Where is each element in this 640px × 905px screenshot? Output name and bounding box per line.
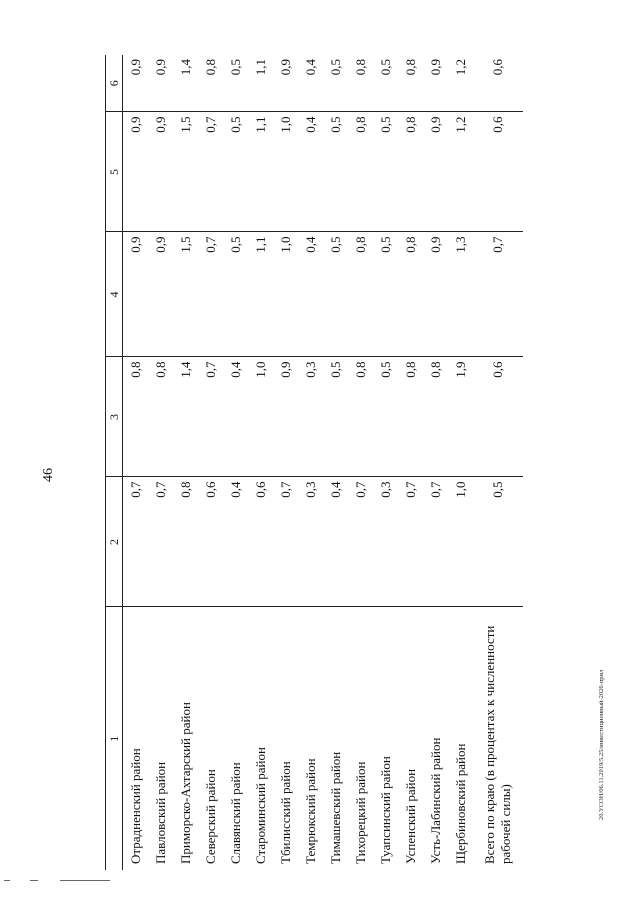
table-row — [123, 55, 149, 870]
value-cell: 0,6 — [248, 477, 273, 607]
value-cell: 0,9 — [123, 232, 149, 357]
table-row — [323, 55, 348, 870]
table-row — [223, 55, 248, 870]
value-cell: 0,9 — [423, 112, 448, 232]
value-cell: 1,2 — [448, 55, 473, 112]
value-cell: 1,1 — [248, 55, 273, 112]
value-cell: 0,3 — [373, 477, 398, 607]
value-cell: 0,4 — [223, 357, 248, 477]
district-name-cell: Староминский район — [252, 747, 268, 864]
value-cell: 0,4 — [223, 477, 248, 607]
column-header: 5 — [106, 112, 123, 232]
value-cell: 0,8 — [123, 357, 149, 477]
footer-document-code: 20.УСОН/06.11.2019/5.25/инвестиционный-2026-прил — [598, 669, 605, 820]
value-cell: 0,6 — [473, 357, 523, 477]
district-name-cell: Успенский район — [402, 768, 418, 864]
table-row — [373, 55, 398, 870]
value-cell: 0,5 — [373, 55, 398, 112]
table-row — [148, 55, 173, 870]
value-cell: 0,5 — [323, 232, 348, 357]
value-cell: 0,5 — [323, 357, 348, 477]
value-cell: 1,0 — [448, 477, 473, 607]
value-cell: 0,9 — [148, 55, 173, 112]
value-cell: 0,4 — [298, 55, 323, 112]
value-cell: 0,8 — [198, 55, 223, 112]
value-cell: 0,4 — [298, 232, 323, 357]
value-cell: 0,6 — [473, 55, 523, 112]
value-cell: 0,7 — [123, 477, 149, 607]
value-cell: 0,5 — [373, 357, 398, 477]
table-row — [273, 55, 298, 870]
value-cell: 0,8 — [398, 55, 423, 112]
district-name-cell: Всего по краю (в процентах к численности рабочей силы) — [482, 625, 513, 864]
scan-mark — [30, 880, 38, 881]
value-cell: 0,5 — [223, 112, 248, 232]
value-cell: 1,2 — [448, 112, 473, 232]
value-cell: 0,8 — [398, 112, 423, 232]
value-cell: 0,3 — [298, 477, 323, 607]
value-cell: 1,9 — [448, 357, 473, 477]
district-name-cell: Северский район — [202, 769, 218, 864]
value-cell: 0,7 — [198, 232, 223, 357]
district-name-cell: Приморско-Ахтарский район — [177, 702, 193, 864]
value-cell: 0,8 — [348, 232, 373, 357]
district-name-cell: Щербиновский район — [452, 743, 468, 864]
column-header: 6 — [106, 55, 123, 112]
value-cell: 0,9 — [423, 55, 448, 112]
value-cell: 0,7 — [423, 477, 448, 607]
value-cell: 0,9 — [423, 232, 448, 357]
value-cell: 0,5 — [473, 477, 523, 607]
rotated-table-frame — [105, 55, 540, 870]
district-name-cell: Усть-Лабинский район — [427, 737, 443, 864]
district-name-cell: Туапсинский район — [377, 756, 393, 864]
value-cell: 1,5 — [173, 232, 198, 357]
total-row — [473, 55, 523, 870]
value-cell: 0,6 — [473, 112, 523, 232]
table-row — [298, 55, 323, 870]
district-name-cell: Тбилисский район — [277, 761, 293, 864]
value-cell: 0,7 — [148, 477, 173, 607]
value-cell: 1,1 — [248, 112, 273, 232]
value-cell: 0,8 — [148, 357, 173, 477]
value-cell: 1,4 — [173, 55, 198, 112]
table-row — [398, 55, 423, 870]
value-cell: 0,8 — [348, 112, 373, 232]
scan-mark — [60, 880, 110, 881]
scan-mark — [4, 880, 10, 881]
value-cell: 1,0 — [273, 232, 298, 357]
value-cell: 0,9 — [148, 232, 173, 357]
value-cell: 0,4 — [323, 477, 348, 607]
value-cell: 0,7 — [473, 232, 523, 357]
value-cell: 0,9 — [148, 112, 173, 232]
column-header: 4 — [106, 232, 123, 357]
value-cell: 0,3 — [298, 357, 323, 477]
district-name-cell: Темрюкский район — [302, 758, 318, 864]
page-number: 46 — [41, 468, 56, 482]
district-name-cell: Отрадненский район — [127, 748, 143, 864]
header-row — [106, 55, 123, 870]
table-row — [448, 55, 473, 870]
unemployment-table — [105, 55, 523, 870]
value-cell: 0,8 — [348, 55, 373, 112]
district-name-cell: Славянский район — [227, 762, 243, 864]
value-cell: 0,8 — [173, 477, 198, 607]
value-cell: 0,5 — [373, 232, 398, 357]
value-cell: 0,5 — [323, 55, 348, 112]
column-header: 2 — [106, 477, 123, 607]
table-row — [423, 55, 448, 870]
value-cell: 1,3 — [448, 232, 473, 357]
table-body — [106, 55, 524, 870]
value-cell: 0,8 — [398, 357, 423, 477]
table-row — [248, 55, 273, 870]
column-header: 3 — [106, 357, 123, 477]
table-row — [198, 55, 223, 870]
value-cell: 0,9 — [273, 55, 298, 112]
value-cell: 1,4 — [173, 357, 198, 477]
value-cell: 0,5 — [223, 232, 248, 357]
table-row — [348, 55, 373, 870]
value-cell: 0,7 — [348, 477, 373, 607]
value-cell: 0,8 — [398, 232, 423, 357]
value-cell: 0,9 — [123, 55, 149, 112]
value-cell: 0,4 — [298, 112, 323, 232]
value-cell: 0,8 — [348, 357, 373, 477]
value-cell: 0,7 — [398, 477, 423, 607]
value-cell: 0,6 — [198, 477, 223, 607]
value-cell: 1,0 — [248, 357, 273, 477]
value-cell: 0,7 — [198, 112, 223, 232]
district-name-cell: Тимашевский район — [327, 751, 343, 864]
value-cell: 0,8 — [423, 357, 448, 477]
value-cell: 0,5 — [373, 112, 398, 232]
value-cell: 0,7 — [198, 357, 223, 477]
column-header: 1 — [106, 607, 123, 870]
value-cell: 0,5 — [223, 55, 248, 112]
value-cell: 1,0 — [273, 112, 298, 232]
value-cell: 1,5 — [173, 112, 198, 232]
value-cell: 0,9 — [123, 112, 149, 232]
value-cell: 1,1 — [248, 232, 273, 357]
value-cell: 0,9 — [273, 357, 298, 477]
district-name-cell: Павловский район — [152, 761, 168, 864]
table-row — [173, 55, 198, 870]
district-name-cell: Тихорецкий район — [352, 761, 368, 864]
value-cell: 0,5 — [323, 112, 348, 232]
value-cell: 0,7 — [273, 477, 298, 607]
